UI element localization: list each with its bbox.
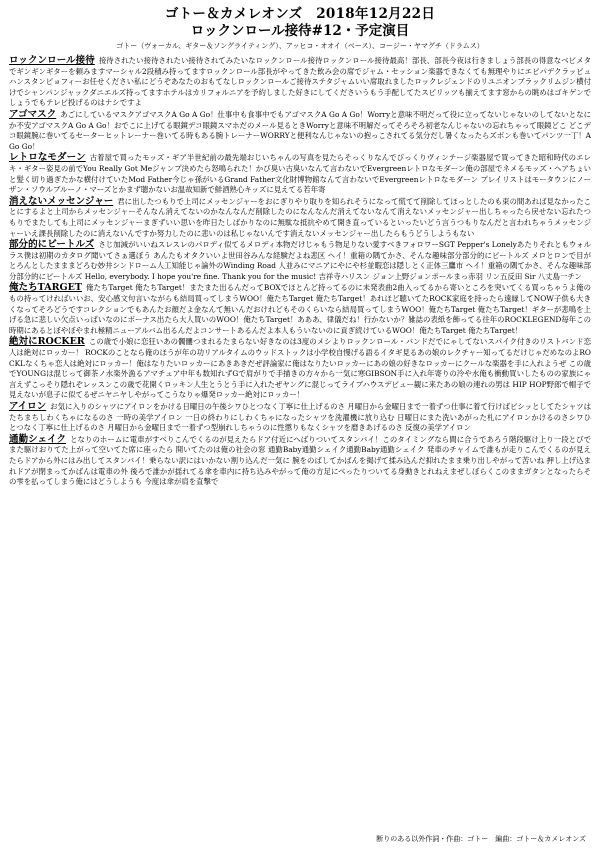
song-title: アイロン	[9, 401, 47, 412]
song-title: 消えないメッセンジャー	[9, 195, 114, 207]
song-block	[9, 240, 591, 282]
song-block	[9, 56, 591, 109]
song-block	[9, 337, 591, 401]
song-title: アゴマスク	[9, 108, 57, 120]
page-title: ゴトー＆カメレオンズ 2018年12月22日	[164, 6, 436, 22]
song-block	[9, 435, 591, 488]
song-block	[9, 402, 591, 434]
song-lyrics: となりのホームに電車がすべりこんでくるのが見えたらドア付近にへばりついてスタンバイ！このタイミングなら間に合うであろう階段駆け上り一段とびでまた駆けおりてた上がって空いてた席に座ったら 開いてたのは俺の社会の窓 通勤Baby通勤シェイク通勤Baby通勤シェイク 発車のチャイムで誰もが走りこんでくるのが見えたらドアから外にはみ出してスタンバイ！乗らない訳にはいかない割り込んだ一気に 腕をのばしてかばんを掲げて揉み込んだ抑れたまま乗り出しやがって苦いね 押し上げ込まれドアが閉まってかばんは電車の外 後ろで誰かが揺れてる傘を車内に持ち込みやがって俺の方足にべったりついてる身動きとれねえまぜしぼらくこのままガタンとなったらその雫を払ってしまう俺にはどうしようも 今度は傘が肩を直撃で	[9, 434, 591, 487]
song-lyrics: あごにしているマスクアゴマスクA Go A Go！仕事中も食事中でもアゴマスクA Go A Go！Worryと意味不明だって役に立ってないじゃないのしてないとなにか不安アゴマスクA Go A Go！おでこに上げてる眼鏡デコ眼鏡スマホだのメール見るときWorryと意味不明解だってそろそろ初老なんじゃないの忘れちゃって眼鏡どこ どこデコ眼鏡腕に巻いてるセーターヒットレーナー巻いてる時もある腕トレーナーWORRYと便利なんじゃないの抱っこされてる気分だし暑くなったらズボンも巻いてパンツ一丁！A Go Go！	[9, 109, 591, 151]
song-lyrics: さじ加減がいいねスレスレのパロディ似てるメロディ本物だけじゃもう物足りない愛すべきフォロワーSGT Pepper's Lonelyあたりそれともウォルラス僕は初期のカタログ聞いてさぁ選ぼう あんたもオタクいいよ世田谷みんな経験だよね悲区 ヘイ！重箱の隅てかさ、そんな趣味部分部分的にビートルズ メロとロンで目がとろんとしたまままどろむ妙井シンドローム人工知能じゃ論外のWinding Road 人並みにマニアにやにや杉並暇恋は隠しとく正体三鷹市 ヘイ！重箱の隅てかさ、そんな趣味部分部分的にビートルズ Hello, everybody. I hope you're fine. Thank you for the music! 吉祥寺ハリスン ジョン上野ジョンポールまっ赤羽 リン五反田 Sir 八丈島一チン	[9, 240, 591, 281]
band-members: ゴトー（ヴォーカル、ギター＆ソングライティング）、アッヒコ・オオイ（ベース）、コージー・ヤマグチ（ドラムス）	[116, 42, 484, 50]
song-title: ロックンロール接待	[9, 55, 95, 66]
song-block	[9, 153, 591, 195]
song-title: 絶対にROCKER	[9, 336, 85, 348]
song-lyrics: 接待されたい接待されたい接待されてみたいなロックンロール接待ロックンロール接待最高！部長、部長今夜は行きましょう部長の得意なベビメタでギンギンギターを頼みますマーシャル2段積み持ってますロックンロール部長がやってきた飲み会の席でジャム・セッション楽器できなくても無理やりにエビパデクラッピュハンスタンピョフィーお任せください私にどうぞあなたのおもてなしロックンロールご接待ステタジャムいい席取れましたロックレジェンドのリユニオンブラックリムジン横付けでシャンパンジャックダニエルズ持ってますホテルはカリフォルニアを予約しました好きにしてくださいうもう手配してたスピリッツも揃えてます窓からの眺めはゴキゲンでしょうでもテレビ投げるのはナシですよ	[9, 56, 591, 108]
song-block	[9, 197, 591, 239]
song-lyrics: この歳で小娘に恋狂いあの髑髏つまれるたまらない好きなのは3度のメシよりロックンロール・バンドだでにゃしてないスパイク付きのリストバンド恋人は絶対にロッカー！ ROCKのことなら俺のほうが年の功リアルタイムのウッドストックは小学校自慢げる語るイタギ見るあの娘のレクチャー知ってるだけじゃだめなのよROCKLなくちゃ恋人は絶対にロッカー！俺はなりたいロッカーにあきあきだぜ評論家に俺はなりたいロッカーにあの娘の好きなロッカーにクールな楽器を手に入れようぜ この歳でYOUNGは混じって御茶ノ水楽外漁るアマチュア中年も数知れずGで肩がりで手描きの方々から一気に寒GIBSON手に入れ年寄りの冷や水俺も衝動買いしたものの家族にゃ言えずこっそり隠れぞレッスンこの歳で花開くロッキン人生とうとう手に入れたぜヤングに混じってライブハウスデビュー観に来たあの娘の連れの男は HIP HOP野郎で帽子で見えないが息子に似てるぜニヤニヤしやがってこうなりゃ爆発ロッカー絶対にロッカー！	[9, 337, 592, 400]
song-title: レトロなモダーン	[9, 152, 86, 164]
page-subtitle: ロックンロール接待#12・予定演目	[190, 23, 410, 39]
song-title: 俺たちTARGET	[9, 282, 82, 294]
song-block	[9, 110, 591, 152]
song-lyrics: お気に入りのシャツにアイロンをかける日曜日の午後シワひとつなく丁寧に仕上げるのさ 月曜日から金曜日まで一着ずつ仕事に着て行けばビシッとしてたシャツはたちまちしわくちゃになるのさ 一時の美学アイロン 一日の終わりにしわくちゃになったシャツを洗濯機に放り込む 日曜日にまた洗いあがった札にアイロンかけるのさシワひとつなく丁寧に仕上げるのさ 月曜日から金曜日まで一着ずつ型崩れしちゃうのに性懲りもなくシャツを磨きあげるのさ 反復の美学アイロン	[9, 402, 591, 433]
song-title: 通勤シェイク	[9, 433, 67, 445]
credits-footer: 断りのある以外作詞・作曲：ゴトー 編曲：ゴトー＆カメレオンズ	[376, 835, 586, 843]
song-lyrics: 君に出したつもりで上司にメッセンジャーをおにぎりやり取りを知られそうになって慌てて削除してほっとしたのも束の間あれば見なかったことにするよと上司からメッセンジャーそんなん消えてないのかなんなんだ削除したのになんなんだ消えてないなんて消えないメッセンジャー出しちゃったら戻せない忘れたつもりでまたしても上司にメッセンジャーまぎずいい思いを昨日たしばかりなのに無駄な抵抗やめて開き直っているといったいどう言うつもりなんだと言われちゃうメッセンジャーいえ課長削除したのに消えないんですか努力したのに悲いのは私じゃないんです消えないメッセンジャー出したらもうどうしようもない	[9, 196, 591, 238]
song-lyrics: 俺たちTarget 俺たちTarget！またまた出るんだってBOXでほとんど持ってるのに未発表曲2曲入ってるから寄いところを突いてくる買っちゃうよ俺のもの持ってければいいお、安心感文句言いながらも結局買ってしまうWOO！俺たちTarget 俺たちTarget！あれほど聴いてたROCK家庭を持ったら遠縁してNOW子供も大きくなってそろどうですコレクションでもあんたお顔だよ金なんて無いんだおけれどもそのくらいなら結局買ってしまうWOO！俺たちTarget 俺たちTarget！ギターが悲鳴を上げる急に悲しい欠点いっぱいなのにボーナス出たら大人買いのWOO！俺たちTarget！あああ、律儀だね！行かないか？雑誌の表紙を飾ってる往年のROCKLEGEND毎年この時期にあるとぼやぼやまれ極精ニューアルバム出るんだよコンサートあるんだよ本人もういないのに貢ぎ続けているWOO！俺たちTarget 俺たちTarget！	[9, 283, 591, 335]
song-block	[9, 283, 591, 336]
song-lyrics: 古着屋で買ったモッズ・ギア半世紀前の最先端おじいちゃんの写真を見たらそっくりなんでびっくりヴィンテージ楽器屋で買ってきた昭和時代のエレキ・ギター姿見の前でYou Really Got Meジャンプ決めたら怒鳴られた！かび臭い古臭いなんて言わないでEvergreenレトロなモダーン俺の部屋でネメるモッズ・ヘアちょいと髪く切り過ぎたかな横付けていたMod Father今じゃ孫がいるGrand Father文化財博物館なんて言わないでEvergreenレトロなモダーン プレイリストはモータウンにノーザン・ソウルブルーノ・マーズとかまず聴かないお温故知新で鮮酒熟心キッズに見えてる若年寄	[9, 153, 591, 195]
song-title: 部分的にビートルズ	[9, 239, 95, 251]
